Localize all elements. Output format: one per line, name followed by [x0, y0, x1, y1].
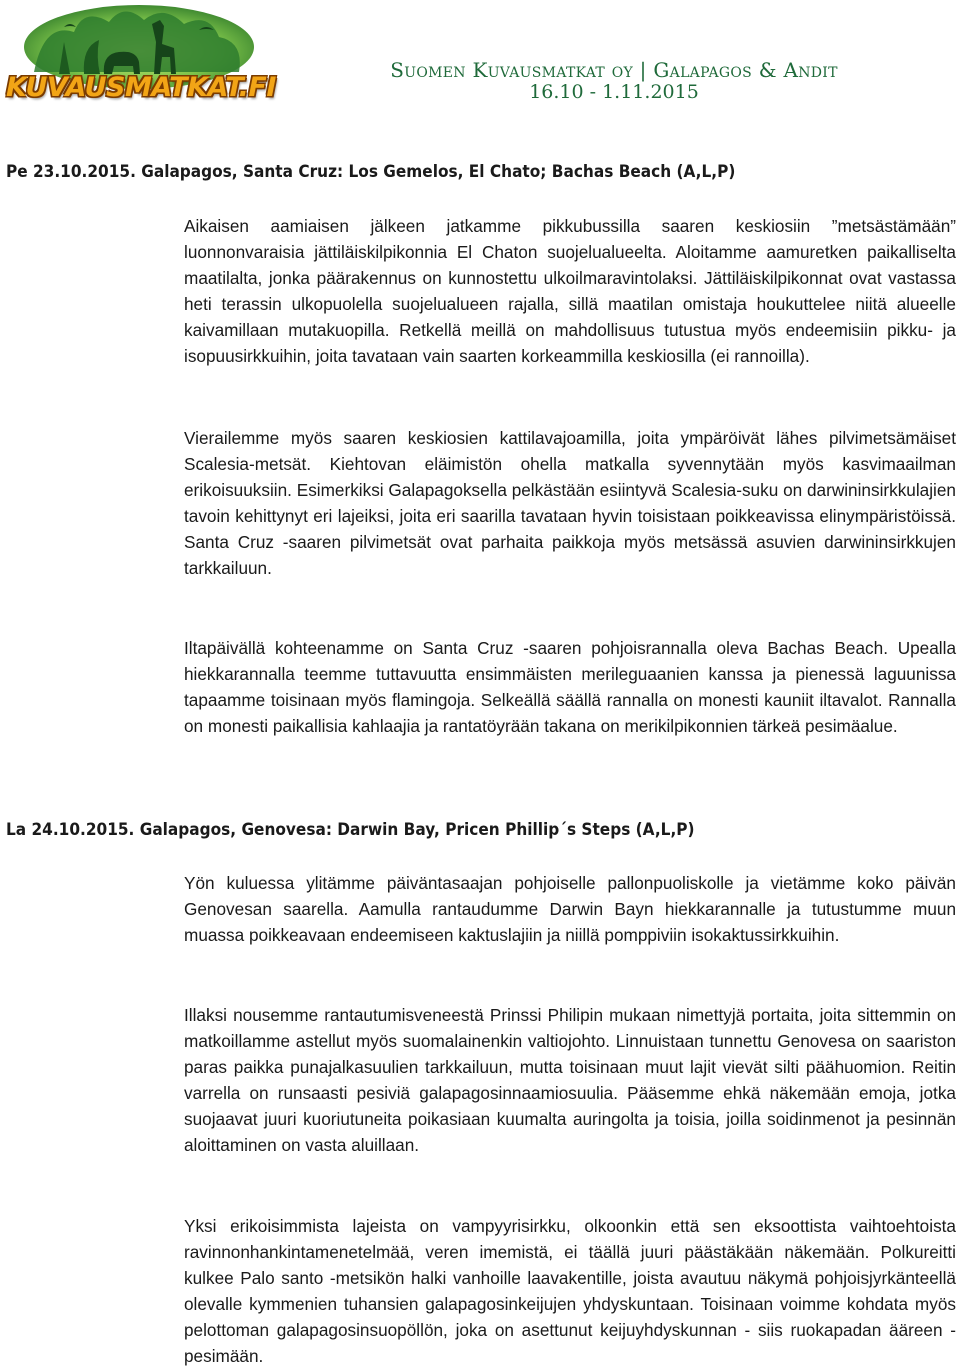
paragraph: Illaksi nousemme rantautumisveneestä Prinssi Philipin mukaan nimettyjä portaita, joita sittemmin on matkoillamme astellut myös suomalainenkin valtiojohto. Linnuistaan tunnettu Genovesa on saariston paras paikka punajalkasuulien tarkkailuun, mutta toisinaan muut lajit vievät silti päähuomion. Reitin varrella on runsaasti pesiviä galapagosinnaamiosuulia. Pääsemme ehkä näkemään emoja, jotka suojaavat juuri kuoriutuneita poikasiaan kuumalta auringolta ja toisia, joilla soidinmenot ja pesinnän aloittaminen on vasta aluillaan.	[184, 1005, 956, 1155]
paragraph: Aikaisen aamiaisen jälkeen jatkamme pikkubussilla saaren keskiosiin ”metsästämään” luonnonvaraisia jättiläiskilpikonnia El Chaton suojelualueelta. Aloitamme aamuretken paikalliselta maatilalta, jonka päärakennus on kunnostettu ulkoilmaravintolaksi. Jättiläiskilpikonnat ovat vastassa heti terassin ulkopuolella suojelualueen rajalla, sillä maatilan omistaja houkuttelee niitä alueelle kaivamillaan mutakuopilla. Retkellä meillä on mahdollisuus tutustua myös endeemisiin pikku- ja isopuusirkkuihin, joita tavataan vain saarten korkeammilla keskiosilla (ei rannoilla).	[184, 216, 956, 366]
paragraph: Iltapäivällä kohteenamme on Santa Cruz -saaren pohjoisrannalla oleva Bachas Beach. Upealla hiekkarannalla teemme tuttavuutta ensimmäisten merileguaanien kanssa ja pienessä laguunissa tapaamme toisinaan myös flamingoja. Selkeällä säällä rannalla on monesti kauniit iltavalot. Rannalla on monesti paikallisia kahlaajia ja rantatöyrään takana on merikilpikonnien tärkeä pesimäalue.	[184, 638, 956, 736]
company-logo	[4, 2, 276, 112]
paragraph: Vierailemme myös saaren keskiosien kattilavajoamilla, joita ympäröivät lähes pilvimetsämäiset Scalesia-metsät. Kiehtovan eläimistön ohella matkalla syvennytään myös kasvimaailman erikoisuuksiin. Esimerkiksi Galapagoksella pelkästään esiintyvä Scalesia-suku on darwininsirkkulajien tavoin kehittynyt eri lajeiksi, joita eri saarilla tavataan hyvin toisistaan poikkeavissa elinympäristöissä. Santa Cruz -saaren pilvimetsät ovat parhaita paikkoja myös metsässä asuvien darwininsirkkujen tarkkailuun.	[184, 428, 956, 578]
header-title: Suomen Kuvausmatkat oy | Galapagos & Andit	[390, 58, 838, 82]
header-dates: 16.10 - 1.11.2015	[529, 81, 699, 103]
paragraph: Yön kuluessa ylitämme päiväntasaajan pohjoiselle pallonpuoliskolle ja vietämme koko päivän Genovesan saarella. Aamulla rantaudumme Darwin Bayn hiekkarannalle ja tutustumme muun muassa poikkeavaan endeemiseen kaktuslajiin ja niillä pomppiviin isokaktussirkkuihin.	[184, 873, 956, 945]
day-heading: La 24.10.2015. Galapagos, Genovesa: Darwin Bay, Pricen Phillip´s Steps (A,L,P)	[6, 820, 695, 839]
logo-wordmark: KUVAUSMATKAT.FI	[6, 72, 276, 103]
day-heading: Pe 23.10.2015. Galapagos, Santa Cruz: Los Gemelos, El Chato; Bachas Beach (A,L,P)	[6, 162, 736, 181]
paragraph: Yksi erikoisimmista lajeista on vampyyrisirkku, olkoonkin että sen eksoottista vaihtoehtoista ravinnonhankintamenetelmää, veren imemistä, ei täällä juuri päästäkään näkemään. Polkureitti kulkee Palo santo -metsikön halki vanhoille laavakentille, joista avautuu näkymä pohjoisjyrkänteellä olevalle kymmenien tuhansien galapagosinkeijujen yhdyskuntaan. Toisinaan voimme kohdata myös pelottoman galapagosinsuopöllön, joka on asettunut keijuyhdyskunnan - siis ruokapadan ääreen - pesimään.	[184, 1216, 956, 1366]
